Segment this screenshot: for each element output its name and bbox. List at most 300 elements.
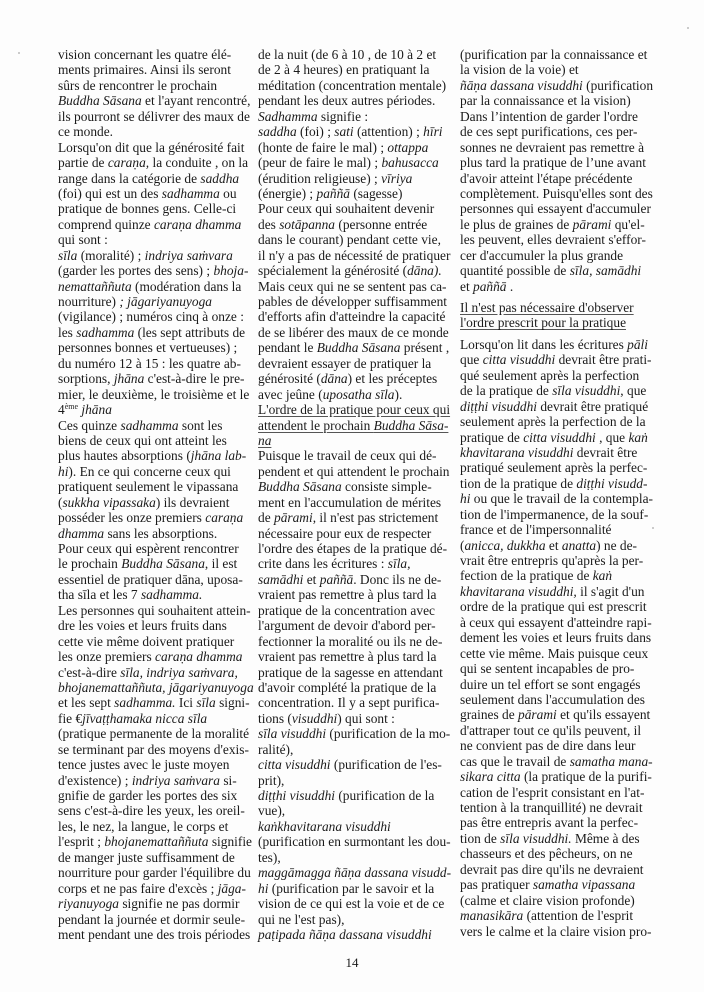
- text-segment: Lorsqu'on lit dans les écritures: [460, 336, 628, 352]
- text-segment: pratiquent seulement le vipassana: [58, 479, 239, 495]
- text-segment: d'existence) ;: [58, 772, 132, 788]
- text-segment: sans les absorptions.: [104, 525, 218, 541]
- text-segment: (sagesse): [349, 185, 403, 201]
- text-line: [460, 538, 660, 553]
- text-line: [460, 754, 660, 769]
- text-segment: sens c'est-à-dire les yeux, les oreil-: [58, 803, 245, 819]
- pali-term: Buddha Sāsana: [121, 556, 205, 572]
- text-segment: (foi) ;: [296, 124, 335, 140]
- text-segment: tha sīla et les 7: [58, 587, 141, 603]
- pali-term: sadhamma.: [140, 587, 203, 603]
- text-segment: (attention) ;: [353, 124, 424, 140]
- text-segment: nourriture): [58, 294, 120, 309]
- text-segment: de 2 à 4 heures) en pratiquant la: [258, 62, 430, 78]
- pali-term: kaṅkhavitarana visuddhi: [258, 818, 391, 834]
- text-segment: Ici: [175, 695, 197, 711]
- pali-term: Sadhamma: [258, 108, 318, 124]
- text-segment: cer d'accumuler la plus grande: [460, 247, 624, 263]
- pali-term: ottappa: [387, 139, 429, 155]
- text-line: [460, 201, 660, 216]
- text-segment: d'avoir atteint l'étape précédente: [460, 170, 633, 186]
- text-segment: ) ne de-: [596, 537, 638, 553]
- text-line: [58, 109, 248, 124]
- text-line: [258, 757, 448, 772]
- text-line: [258, 62, 448, 77]
- text-line: [258, 649, 448, 664]
- text-segment: ments primaires. Ainsi ils seront: [58, 62, 231, 78]
- page-number: 14: [345, 955, 359, 970]
- pali-term: caraṇa,: [107, 155, 150, 171]
- text-line: [460, 815, 660, 830]
- text-segment: méditation (concentration mentale): [258, 77, 447, 93]
- text-line: [258, 634, 448, 649]
- text-line: [460, 124, 660, 139]
- text-segment: devrait être: [573, 444, 638, 460]
- text-line: [58, 418, 248, 433]
- text-segment: essentiel de pratiquer dāna, uposa-: [58, 571, 243, 587]
- text-line: [258, 680, 448, 695]
- text-line: [258, 865, 452, 881]
- text-segment: vraient pas remettre à plus tard la: [258, 649, 437, 665]
- text-segment: (énergie) ;: [258, 185, 317, 201]
- text-segment: pas pratiquer: [460, 877, 533, 893]
- pali-term: hi: [460, 491, 471, 507]
- text-segment: Ces quinze: [58, 417, 121, 433]
- pali-term: anatta: [561, 537, 597, 553]
- text-line: [258, 556, 448, 571]
- text-segment: ème: [64, 402, 79, 412]
- text-segment: ordre de la pratique qui est prescrit: [460, 599, 647, 615]
- text-line: [258, 93, 448, 108]
- text-line: [258, 263, 448, 278]
- text-segment: (garder les portes des sens) ;: [58, 263, 214, 279]
- text-segment: (foi) qui est un des: [58, 185, 162, 201]
- section-heading-text: Buddha Sāsa-: [373, 417, 449, 433]
- pali-term: citta visuddhi: [523, 429, 596, 445]
- pali-term: indriya saṁvara: [144, 247, 233, 263]
- text-segment: france et de l'impersonnalité: [460, 522, 612, 538]
- text-line: [258, 171, 448, 186]
- text-segment: le prochain: [58, 556, 122, 572]
- text-segment: (les sept attributs de: [134, 324, 246, 340]
- text-segment: vision de ce qui est la voie et de ce: [258, 896, 445, 912]
- text-segment: ne convient pas de dire dans leur: [460, 738, 636, 754]
- pali-term: kaṅ: [592, 568, 613, 584]
- text-segment: concentration. Il y a sept purifica-: [258, 695, 440, 711]
- pali-term: dhamma: [58, 525, 105, 541]
- pali-term: sīla: [58, 247, 78, 263]
- pali-term: jīvaṭṭhamaka nicca sīla: [82, 710, 208, 726]
- pali-term: maggāmagga ñāṇa dassana visudd-: [258, 865, 452, 881]
- text-segment: pendant le: [258, 340, 317, 356]
- pali-term: pāli: [627, 336, 648, 352]
- text-line: [460, 93, 660, 108]
- text-segment: vraient pas remettre à plus tard la: [258, 587, 437, 603]
- text-line: [258, 726, 451, 742]
- text-line: [258, 371, 448, 386]
- text-segment: pables de développer suffisamment: [258, 294, 448, 309]
- scan-speck: [687, 27, 689, 29]
- text-segment: devrait être pratiqué: [537, 398, 649, 414]
- text-line: [460, 491, 660, 506]
- text-line: [58, 618, 248, 633]
- pali-term: Buddha Sāsana: [58, 93, 142, 109]
- pali-term: paṭipada ñāṇa dassana visuddhi: [258, 926, 432, 942]
- pali-term: bahusacca: [381, 155, 439, 171]
- text-segment: Puisque le travail de ceux qui dé-: [258, 448, 437, 464]
- text-line: [460, 800, 660, 815]
- text-line: [258, 881, 448, 896]
- text-line: [58, 186, 248, 201]
- text-line: [258, 665, 448, 680]
- text-line: [58, 93, 251, 109]
- pali-term: dāna).: [407, 263, 442, 279]
- text-segment: et: [303, 571, 320, 587]
- text-line: [58, 47, 248, 62]
- text-segment: signifie ne pas dormir: [119, 896, 240, 912]
- text-segment: ) qui sont :: [337, 710, 395, 726]
- text-line: [460, 522, 660, 537]
- text-segment: (honte de faire le mal) ;: [258, 139, 388, 155]
- text-segment: d'avoir complété la pratique de la: [258, 679, 437, 695]
- text-segment: la vision de la voie) et: [460, 62, 579, 78]
- text-line: [460, 507, 660, 522]
- text-segment: pratiqué seulement après la perfec-: [460, 460, 648, 476]
- text-line: [58, 757, 248, 772]
- text-segment: (vigilance) ; numéros cinq à onze :: [58, 309, 244, 325]
- section-heading-text: L'ordre de la pratique pour ceux qui: [258, 402, 451, 418]
- text-segment: et l'ayant rencontré,: [141, 93, 251, 109]
- pali-term: jāga-: [217, 880, 246, 896]
- text-segment: il n'y a pas de nécessité de pratiquer: [258, 247, 451, 263]
- text-segment: ment pendant une des trois périodes: [58, 926, 251, 942]
- text-segment: , que: [595, 429, 629, 445]
- text-segment: (purification de la: [335, 788, 435, 803]
- pali-term: vīriya: [381, 170, 413, 186]
- text-segment: nécessaire pour eux de respecter: [258, 525, 432, 541]
- text-line: [58, 850, 248, 865]
- text-line: [58, 803, 248, 818]
- text-segment: gnifie de garder les portes des six: [58, 788, 238, 803]
- section-heading-text: l'ordre prescrit pour la pratique: [460, 315, 627, 331]
- pali-term: paññā: [316, 185, 350, 201]
- text-segment: présent ,: [400, 340, 450, 356]
- text-segment: cette vie même doivent pratiquer: [58, 633, 235, 649]
- text-segment: ralité),: [258, 741, 294, 757]
- text-segment: tions (: [258, 710, 292, 726]
- text-segment: (pratique permanente de la moralité: [58, 726, 250, 742]
- text-line: [258, 155, 448, 170]
- text-segment: (moralité) ;: [77, 247, 145, 263]
- text-column-middle: [258, 47, 452, 942]
- text-line: [58, 665, 248, 680]
- text-segment: qui ne l'est pas),: [258, 911, 345, 927]
- pali-term: pārami: [572, 216, 612, 232]
- text-line: [258, 140, 448, 155]
- text-line: [58, 834, 252, 850]
- text-segment: qui se sentent incapables de pro-: [460, 661, 635, 677]
- pali-term: indriya saṁvara: [131, 772, 220, 788]
- text-segment: tention à la tranquillité) ne devrait: [460, 800, 643, 815]
- text-line: [58, 78, 248, 93]
- text-segment: Même à des: [571, 830, 640, 846]
- text-segment: Pour ceux qui espèrent rencontrer: [58, 541, 239, 556]
- text-segment: les, le nez, la langue, le corps et: [58, 818, 229, 834]
- text-segment: les peuvent, elles devraient s'effor-: [460, 232, 646, 248]
- text-line: [460, 248, 660, 263]
- text-line: [258, 572, 448, 587]
- text-segment: fection de la pratique de: [460, 568, 593, 584]
- text-segment: ment en l'accumulation de mérites: [258, 494, 442, 510]
- text-segment: dement les voies et leurs fruits dans: [460, 630, 652, 646]
- text-column-left: [58, 47, 254, 942]
- text-line: [258, 201, 448, 216]
- text-line: [460, 62, 660, 77]
- text-segment: si-: [219, 772, 237, 788]
- text-line: [58, 140, 248, 155]
- text-line: [258, 356, 448, 371]
- section-heading-text: na: [258, 432, 272, 448]
- text-segment: (purification par le savoir et la: [268, 880, 435, 896]
- text-line: [258, 340, 448, 355]
- text-segment: devrait être prati-: [555, 352, 652, 368]
- pali-term: sotāpanna: [279, 216, 336, 232]
- text-line: [58, 773, 248, 788]
- text-line: [58, 926, 251, 942]
- text-line: [460, 599, 660, 614]
- pali-term: bhojanemattaññuta, jāgariyanuyoga: [58, 679, 254, 695]
- text-line: [460, 553, 660, 568]
- text-segment: ).: [394, 386, 403, 402]
- text-segment: spécialement la générosité (: [258, 263, 408, 279]
- text-line: [460, 677, 660, 692]
- text-segment: qué seulement après la perfection: [460, 367, 640, 383]
- text-line: [58, 356, 248, 371]
- text-segment: , que: [620, 383, 647, 399]
- text-line: [58, 309, 248, 324]
- text-segment: pratique de bonnes gens. Celle-ci: [58, 201, 237, 217]
- text-segment: signi-: [215, 695, 250, 711]
- text-segment: Dans l’intention de garder l'ordre: [460, 108, 638, 124]
- text-segment: qu'el-: [611, 216, 645, 232]
- text-line: [460, 368, 660, 383]
- text-segment: Mais ceux qui ne se sentent pas ca-: [258, 278, 447, 294]
- text-segment: ). En ce qui concerne ceux qui: [68, 463, 231, 479]
- text-segment: et: [545, 537, 562, 553]
- text-line: [258, 402, 451, 418]
- pali-term: nemattaññuta: [58, 278, 132, 294]
- text-line: [460, 140, 660, 155]
- text-line: [58, 634, 248, 649]
- pali-term: dāna: [320, 371, 348, 387]
- text-segment: à ceux qui essayent d'atteindre rapi-: [460, 614, 652, 630]
- text-line: [460, 785, 660, 800]
- text-segment: 4: [58, 402, 65, 418]
- text-segment: Pour ceux qui souhaitent devenir: [258, 201, 435, 217]
- pali-term: riyanuyoga: [58, 896, 119, 912]
- text-segment: (personne entrée: [335, 216, 428, 232]
- text-segment: devrait pas dire qu'ils ne devraient: [460, 861, 644, 877]
- text-line: [258, 448, 448, 463]
- text-segment: (attention de l'esprit: [523, 908, 634, 924]
- text-line: [258, 124, 448, 139]
- text-line: [258, 603, 448, 618]
- text-line: [258, 896, 448, 911]
- pali-term: pārami: [274, 510, 313, 526]
- text-line: [258, 541, 448, 556]
- pali-term: samatha mana-: [569, 753, 653, 769]
- text-line: [58, 124, 248, 139]
- text-line: [58, 479, 248, 494]
- text-line: [58, 649, 248, 664]
- pali-term: khavitarana visuddhi,: [460, 583, 577, 599]
- text-line: [258, 433, 448, 448]
- text-line: [58, 788, 248, 803]
- text-line: [460, 186, 660, 201]
- text-line: [258, 479, 448, 494]
- text-line: [460, 352, 660, 367]
- text-segment: l'esprit ;: [58, 834, 105, 850]
- text-segment: qui sont :: [58, 232, 108, 248]
- text-line: [58, 541, 248, 556]
- pali-term: jhāna: [81, 402, 112, 418]
- pali-term: kaṅ: [628, 429, 648, 445]
- text-line: [258, 464, 448, 479]
- text-line: [58, 742, 248, 757]
- text-line: [258, 819, 448, 834]
- text-segment: (: [460, 537, 465, 553]
- text-segment: (calme et claire vision profonde): [460, 892, 635, 908]
- text-line: [58, 294, 248, 309]
- text-line: [58, 695, 248, 710]
- section-heading-text: Il n'est pas nécessaire d'observer: [460, 300, 634, 315]
- text-segment: (modération dans la: [131, 278, 242, 294]
- pali-term: sīla visuddhi: [258, 726, 327, 742]
- text-line: [258, 788, 448, 803]
- text-line: [58, 464, 248, 479]
- pali-term: ; jāgariyanuyoga: [119, 294, 212, 309]
- text-segment: personnes bonnes et vertueuses) ;: [58, 340, 238, 356]
- text-line: [460, 155, 660, 170]
- pali-term: sati: [334, 124, 354, 140]
- text-line: [258, 587, 448, 602]
- text-segment: (purification: [582, 77, 654, 93]
- text-line: [58, 912, 248, 927]
- text-line: [460, 383, 660, 398]
- text-line: [58, 325, 248, 340]
- pali-term: caraṇa dhamma: [153, 216, 242, 232]
- text-segment: sorptions,: [58, 371, 114, 387]
- text-segment: pendant les deux autres périodes.: [258, 93, 436, 109]
- text-line: [258, 309, 448, 324]
- text-segment: les: [58, 324, 77, 340]
- text-segment: partie de: [58, 155, 108, 171]
- text-segment: plus hautes absorptions (: [58, 448, 191, 464]
- text-line: [58, 572, 248, 587]
- pali-term: bhojanemattaññuta: [104, 834, 209, 850]
- text-segment: sont les: [178, 417, 223, 433]
- text-segment: ou: [219, 185, 237, 201]
- text-line: [460, 279, 660, 294]
- text-line: [460, 232, 660, 247]
- text-line: [460, 846, 660, 861]
- text-segment: seulement dans l'accumulation des: [460, 691, 645, 707]
- text-segment: pendant la journée et dormir seule-: [58, 911, 246, 927]
- text-segment: corps et ne pas faire d'excès ;: [58, 880, 218, 896]
- text-line: [58, 587, 248, 602]
- text-line: [460, 109, 660, 124]
- text-line: [258, 387, 448, 402]
- text-segment: c'est-à-dire le pre-: [144, 371, 245, 387]
- text-segment: d'attraper tout ce qu'ils peuvent, il: [460, 722, 642, 738]
- text-segment: consiste simple-: [341, 479, 432, 495]
- text-line: [460, 430, 660, 445]
- text-line: [460, 568, 660, 583]
- pali-term: khavitarana visuddhi: [460, 444, 574, 460]
- text-segment: l'argument de devoir d'abord per-: [258, 618, 436, 634]
- text-line: [460, 263, 660, 278]
- text-segment: Les personnes qui souhaitent attein-: [58, 602, 251, 618]
- text-line: [258, 773, 448, 788]
- pali-term: hi: [258, 880, 269, 896]
- text-line: [58, 679, 254, 695]
- pali-term: paññā: [319, 571, 354, 587]
- pali-term: hīri: [423, 124, 443, 140]
- text-segment: il s'agit d'un: [576, 583, 645, 599]
- text-segment: graines de: [460, 707, 519, 723]
- text-line: [58, 448, 248, 463]
- text-line: [58, 865, 251, 881]
- pali-term: citta visuddhi: [258, 757, 331, 773]
- text-segment: et les sept: [58, 695, 115, 711]
- text-line: [460, 460, 660, 475]
- text-segment: l'ordre des étapes de la pratique dé-: [258, 541, 448, 556]
- text-line: [460, 78, 660, 93]
- pali-term: Buddha Sāsana: [258, 479, 342, 495]
- text-segment: (purification de l'es-: [330, 757, 442, 773]
- pali-term: saddha: [258, 124, 297, 140]
- text-line: [460, 646, 660, 661]
- text-line: [58, 402, 248, 417]
- text-segment: , il est: [204, 556, 238, 572]
- text-line: [460, 893, 660, 908]
- text-line: [258, 47, 448, 62]
- pali-term: diṭṭhi visuddhi: [460, 398, 537, 414]
- text-line: [58, 711, 248, 726]
- pali-term: sadhamma: [161, 185, 220, 201]
- text-segment: comprend quinze: [58, 216, 154, 232]
- text-segment: (la pratique de la purifi-: [520, 769, 652, 785]
- text-segment: pratique de la sagesse en attendant: [258, 664, 443, 680]
- text-segment: du numéro 12 à 15 : les quatre ab-: [58, 355, 241, 371]
- section-heading-text: attendent le prochain: [258, 417, 374, 433]
- text-line: [58, 201, 248, 216]
- text-segment: de la pratique de: [460, 383, 553, 399]
- text-line: [58, 881, 248, 896]
- text-segment: vue),: [258, 803, 286, 819]
- pali-term: visuddhi: [291, 710, 338, 726]
- text-segment: générosité (: [258, 371, 321, 387]
- scan-speck: [652, 527, 654, 529]
- text-line: [58, 602, 251, 618]
- text-segment: chasseurs et des pêcheurs, on ne: [460, 846, 633, 862]
- text-line: [58, 217, 248, 232]
- text-segment: les onze premiers: [58, 649, 156, 665]
- text-line: [258, 618, 448, 633]
- text-segment: pas être entrepris avant la perfec-: [460, 815, 639, 831]
- text-segment: duire un tel effort se sont engagés: [460, 676, 641, 692]
- text-line: [58, 232, 248, 247]
